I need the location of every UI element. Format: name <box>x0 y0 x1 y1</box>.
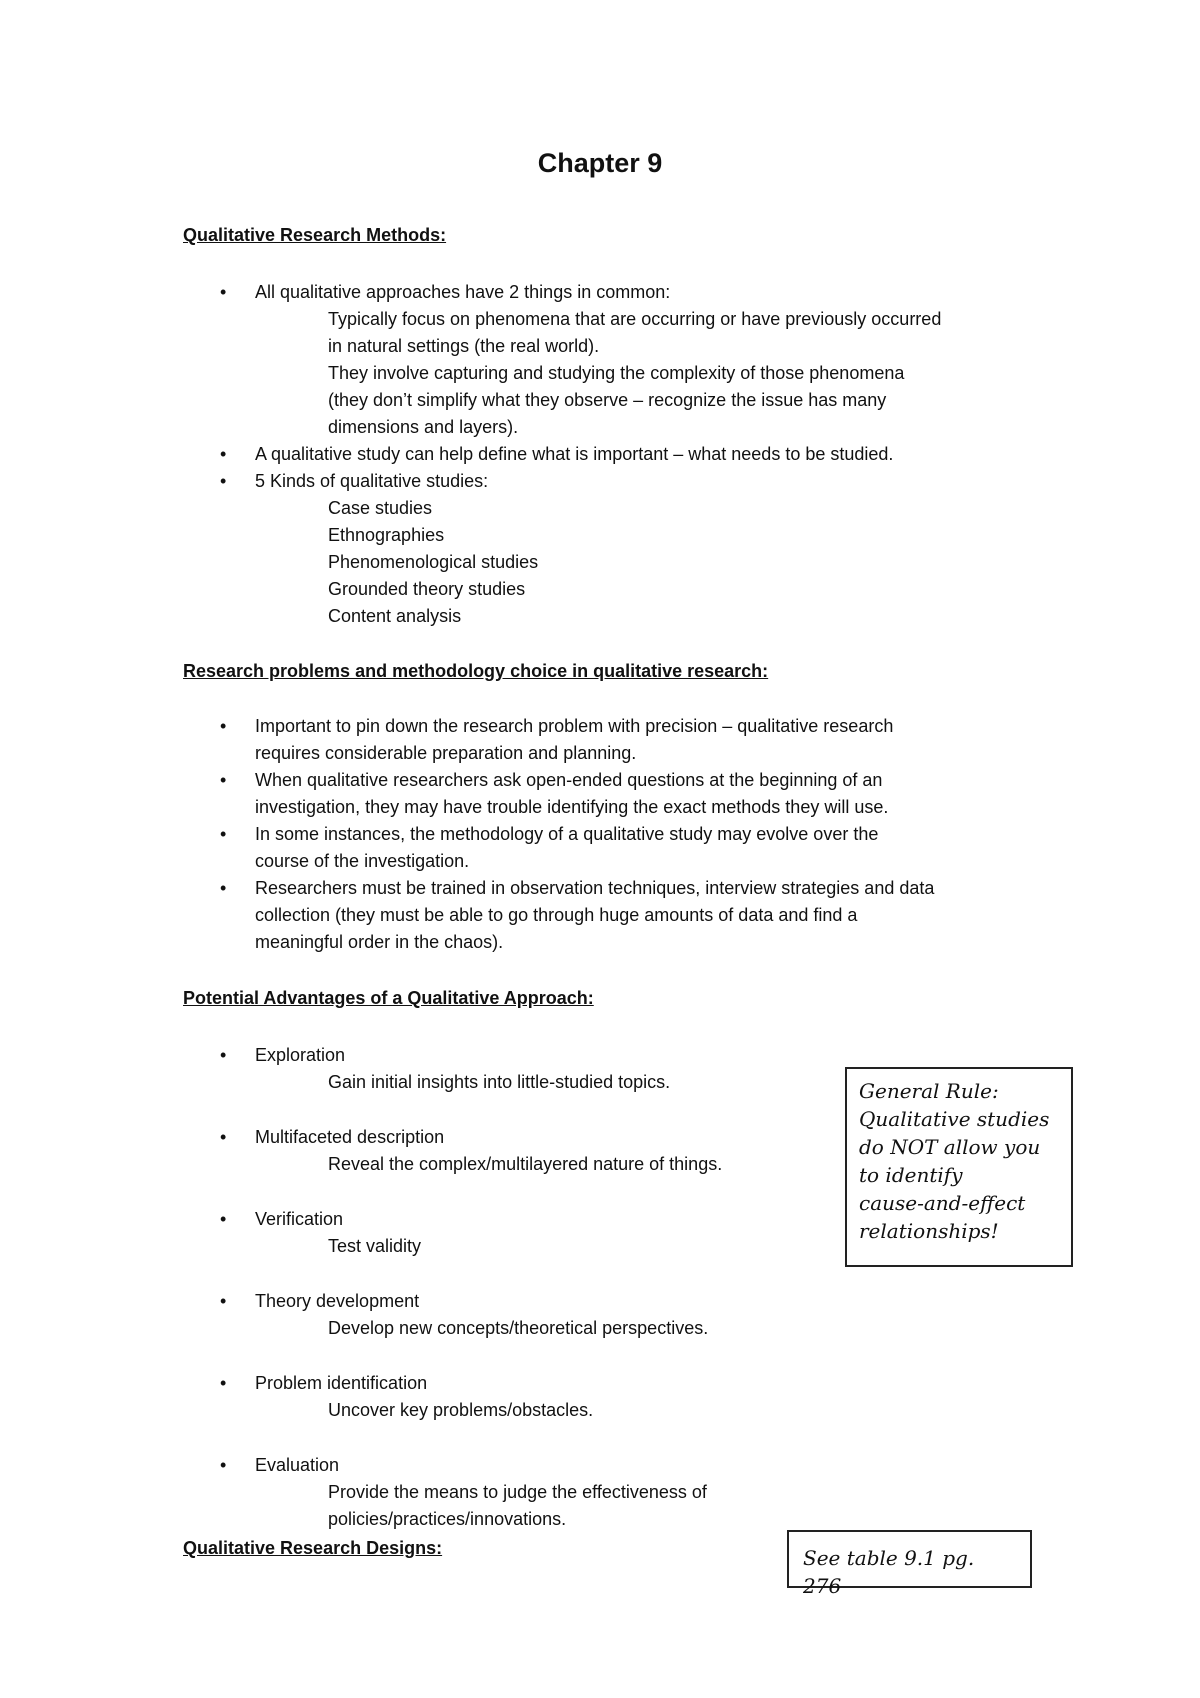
sub-line: Reveal the complex/multilayered nature of things. <box>328 1154 723 1174</box>
sub-line: Phenomenological studies <box>328 552 539 572</box>
list-item-line: • In some instances, the methodology of a qualitative study may evolve over the <box>255 824 879 844</box>
list-item-line: collection (they must be able to go through huge amounts of data and find a <box>255 905 858 925</box>
list-item: • Theory development <box>255 1288 1035 1315</box>
section-heading-methods: Qualitative Research Methods: <box>183 225 447 245</box>
list-item: • 5 Kinds of qualitative studies: <box>255 468 1035 495</box>
sub-line: Uncover key problems/obstacles. <box>328 1400 594 1420</box>
callout-line: General Rule: <box>859 1079 999 1103</box>
list-item: • Multifaceted description <box>255 1124 1035 1151</box>
sub-line: Content analysis <box>328 606 462 626</box>
list-item: • Evaluation <box>255 1452 1035 1479</box>
page-title: Chapter 9 <box>537 148 663 178</box>
list-item-line: course of the investigation. <box>255 851 470 871</box>
list-item-line: • Important to pin down the research problem with precision – qualitative research <box>255 716 894 736</box>
callout-line: Qualitative studies <box>859 1107 1050 1131</box>
sub-line: Gain initial insights into little-studied topics. <box>328 1072 671 1092</box>
list-item: • All qualitative approaches have 2 things in common: <box>255 279 1035 306</box>
sub-line: Case studies <box>328 498 433 518</box>
sub-line: Test validity <box>328 1236 422 1256</box>
sub-line: Develop new concepts/theoretical perspectives. <box>328 1318 709 1338</box>
list-item <box>255 767 1035 821</box>
list-item: • Verification <box>255 1206 1035 1233</box>
list-item-line: • Researchers must be trained in observation techniques, interview strategies and data <box>255 878 935 898</box>
sub-line: in natural settings (the real world). <box>328 336 600 356</box>
list-item: • A qualitative study can help define what is important – what needs to be studied. <box>255 441 1035 468</box>
callout-line: do NOT allow you <box>859 1135 1041 1159</box>
sub-line: Grounded theory studies <box>328 579 526 599</box>
list-item-line: requires considerable preparation and planning. <box>255 743 637 763</box>
sub-line: Typically focus on phenomena that are occurring or have previously occurred <box>328 309 942 329</box>
sub-line: They involve capturing and studying the complexity of those phenomena <box>328 363 905 383</box>
list-item <box>255 821 1035 875</box>
section-heading-designs: Qualitative Research Designs: <box>183 1538 443 1558</box>
list-item: • Problem identification <box>255 1370 1035 1397</box>
callout-line: to identify <box>859 1163 963 1187</box>
section-heading-problems: Research problems and methodology choice in qualitative research: <box>183 661 769 681</box>
section-heading-advantages: Potential Advantages of a Qualitative Approach: <box>183 988 594 1008</box>
sub-line: Provide the means to judge the effectiveness of <box>328 1482 707 1502</box>
list-item-line: meaningful order in the chaos). <box>255 932 504 952</box>
general-rule-callout <box>845 1067 1073 1267</box>
sub-line: policies/practices/innovations. <box>328 1509 567 1529</box>
sub-line: Ethnographies <box>328 525 445 545</box>
table-reference-callout <box>787 1530 1032 1598</box>
list-item-line: investigation, they may have trouble identifying the exact methods they will use. <box>255 797 889 817</box>
list-item-line: • When qualitative researchers ask open-ended questions at the beginning of an <box>255 770 883 790</box>
callout-line: cause-and-effect <box>859 1191 1026 1215</box>
list-item: • Exploration <box>255 1042 1035 1069</box>
sub-line: dimensions and layers). <box>328 417 519 437</box>
callout-text: See table 9.1 pg. 276 <box>803 1546 975 1598</box>
sub-line: (they don’t simplify what they observe – recognize the issue has many <box>328 390 887 410</box>
list-item <box>255 713 1035 767</box>
list-item <box>255 875 1035 956</box>
callout-line: relationships! <box>859 1219 999 1243</box>
